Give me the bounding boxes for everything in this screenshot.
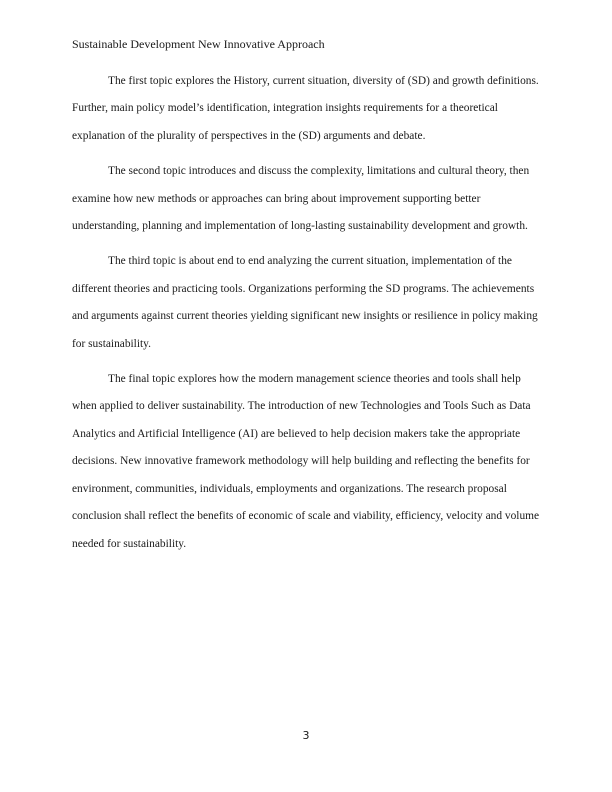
paragraph-third-topic: The third topic is about end to end analyzing the current situation, implementation of the different theories and practicing tools. Organizations performing the SD programs. The achievements and arguments against current theories yielding significant new insights or resilience in policy making for sustainability. [72,255,538,350]
page-number: 3 [302,729,310,742]
paragraph-final-topic: The final topic explores how the modern management science theories and tools shall help when applied to deliver sustainability. The introduction of new Technologies and Tools Such as Data Analytics and Artificial Intelligence (AI) are believed to help decision makers take the appropriate decisions. New innovative framework methodology will help building and reflecting the benefits for environment, communities, individuals, employments and organizations. The research proposal conclusion shall reflect the benefits of economic of scale and viability, efficiency, velocity and volume needed for sustainability. [72,373,540,550]
body-text [72,68,540,566]
paragraph-first-topic: The first topic explores the History, current situation, diversity of (SD) and growth definitions. Further, main policy model’s identification, integration insights requirements for a theoretical explanation of the plurality of perspectives in the (SD) arguments and debate. [72,75,539,142]
paragraph-second-topic: The second topic introduces and discuss the complexity, limitations and cultural theory, then examine how new methods or approaches can bring about improvement supporting better understanding, planning and implementation of long-lasting sustainability development and growth. [72,165,530,233]
running-head: Sustainable Development New Innovative Approach [72,37,325,51]
